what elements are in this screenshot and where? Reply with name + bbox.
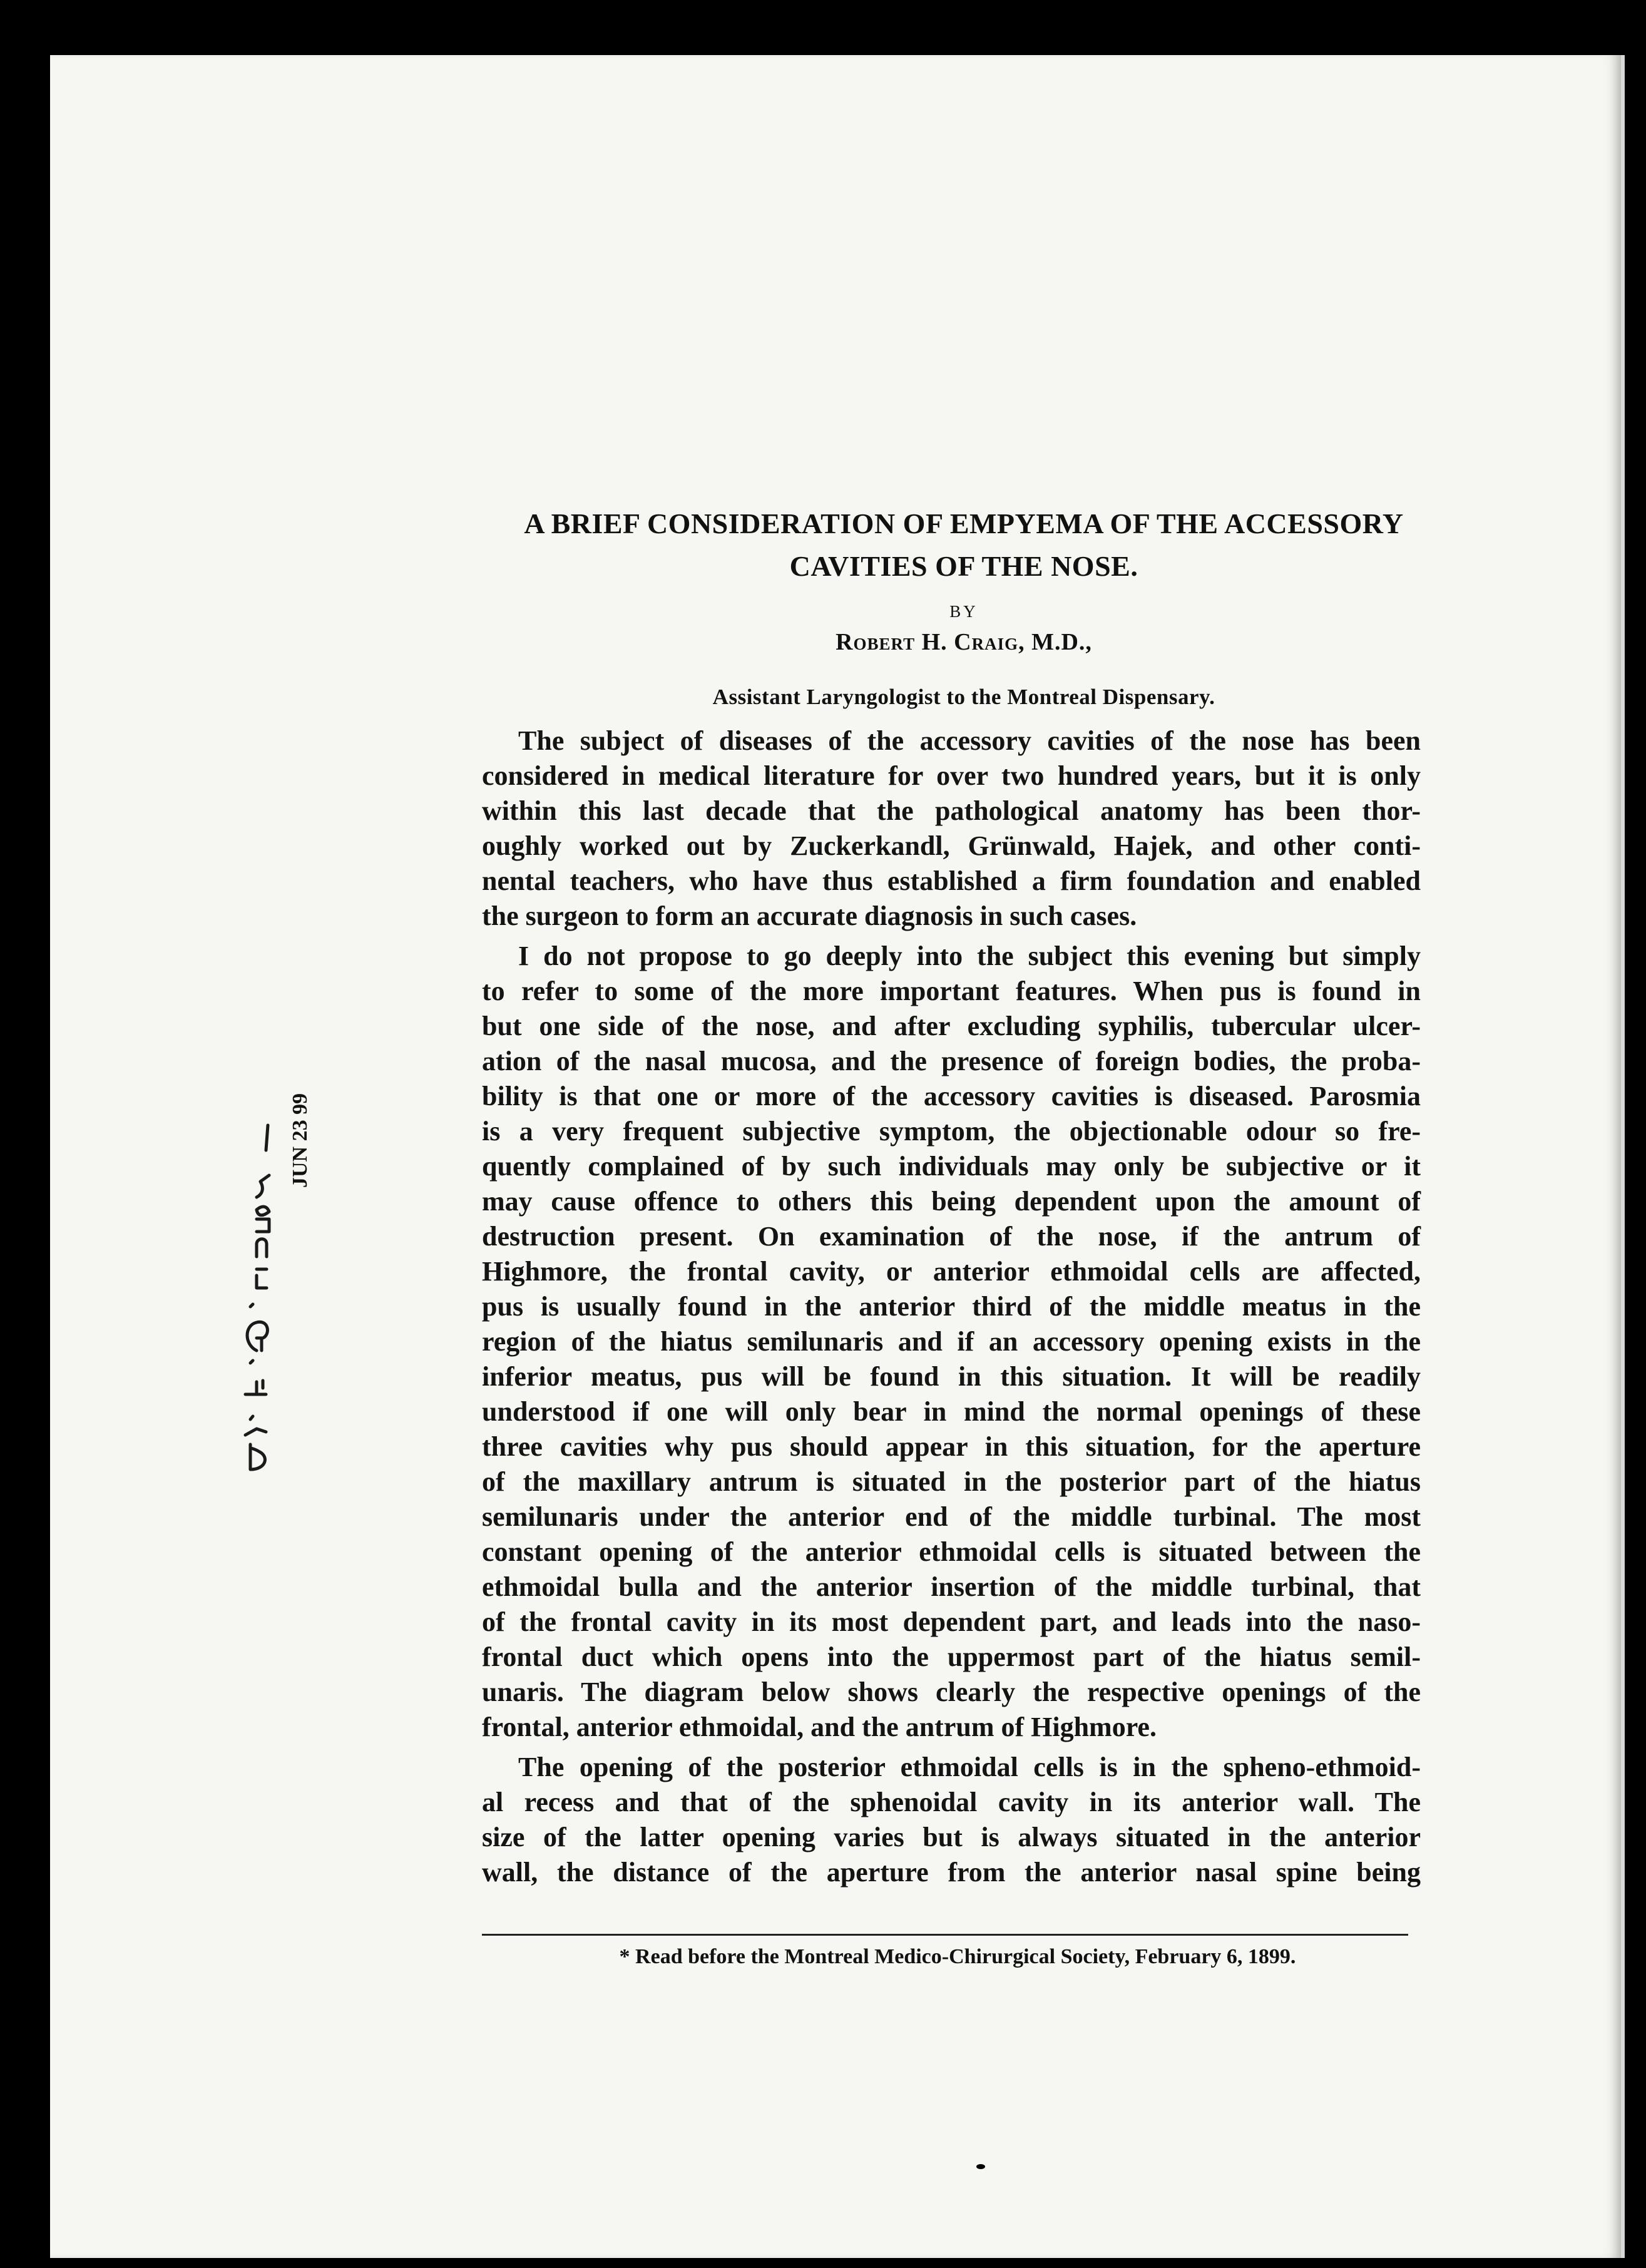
body-line: understood if one will only bear in mind the normal openings of these bbox=[482, 1396, 1421, 1427]
body-line: frontal duct which opens into the uppermost part of the hiatus semil- bbox=[482, 1642, 1421, 1672]
author-name: Robert H. Craig, M.D., bbox=[836, 629, 1092, 655]
footnote-divider bbox=[482, 1934, 1408, 1936]
body-line: I do not propose to go deeply into the subject this evening but simply bbox=[518, 941, 1421, 971]
body-line: pus is usually found in the anterior third of the middle meatus in the bbox=[482, 1291, 1421, 1322]
body-line: of the maxillary antrum is situated in the posterior part of the hiatus bbox=[482, 1466, 1421, 1497]
body-line: considered in medical literature for over two hundred years, but it is only bbox=[482, 760, 1421, 791]
body-line: inferior meatus, pus will be found in this situation. It will be readily bbox=[482, 1361, 1421, 1392]
body-line: within this last decade that the pathological anatomy has been thor- bbox=[482, 795, 1421, 826]
body-line: constant opening of the anterior ethmoidal cells is situated between the bbox=[482, 1536, 1421, 1567]
body-line: to refer to some of the more important features. When pus is found in bbox=[482, 976, 1421, 1006]
body-line: Highmore, the frontal cavity, or anterior ethmoidal cells are affected, bbox=[482, 1256, 1421, 1287]
body-line: unaris. The diagram below shows clearly the respective openings of the bbox=[482, 1677, 1421, 1707]
body-line: The opening of the posterior ethmoidal cells is in the spheno-ethmoid- bbox=[518, 1752, 1421, 1782]
body-line: quently complained of by such individuals may only be subjective or it bbox=[482, 1151, 1421, 1182]
footnote: * Read before the Montreal Medico-Chirurgical Society, February 6, 1899. bbox=[619, 1945, 1296, 1968]
paper-sheet bbox=[50, 55, 1625, 2258]
body-line: of the frontal cavity in its most dependent part, and leads into the naso- bbox=[482, 1606, 1421, 1637]
body-line: wall, the distance of the aperture from the anterior nasal spine being bbox=[482, 1857, 1421, 1887]
body-line: semilunaris under the anterior end of the middle turbinal. The most bbox=[482, 1501, 1421, 1532]
handwritten-margin-note bbox=[232, 1069, 344, 1482]
body-line: is a very frequent subjective symptom, the objectionable odour so fre- bbox=[482, 1116, 1421, 1147]
article-title-line-2: CAVITIES OF THE NOSE. bbox=[789, 550, 1138, 582]
author-affiliation: Assistant Laryngologist to the Montreal Dispensary. bbox=[712, 685, 1215, 709]
scan-speck bbox=[976, 2164, 985, 2169]
body-line: ation of the nasal mucosa, and the presence of foreign bodies, the proba- bbox=[482, 1046, 1421, 1076]
body-line: The subject of diseases of the accessory cavities of the nose has been bbox=[518, 725, 1421, 756]
body-line: oughly worked out by Zuckerkandl, Grünwald, Hajek, and other conti- bbox=[482, 830, 1421, 861]
svg-text:JUN 23 99: JUN 23 99 bbox=[289, 1093, 312, 1188]
body-line: al recess and that of the sphenoidal cavity in its anterior wall. The bbox=[482, 1787, 1421, 1817]
body-line: size of the latter opening varies but is always situated in the anterior bbox=[482, 1822, 1421, 1852]
body-line: destruction present. On examination of the nose, if the antrum of bbox=[482, 1221, 1421, 1252]
body-line: nental teachers, who have thus established a firm foundation and enabled bbox=[482, 866, 1421, 896]
body-line: frontal, anterior ethmoidal, and the antrum of Highmore. bbox=[482, 1712, 1157, 1742]
scan-speck bbox=[576, 33, 582, 41]
body-line: ethmoidal bulla and the anterior insertion of the middle turbinal, that bbox=[482, 1571, 1421, 1602]
body-line: region of the hiatus semilunaris and if an accessory opening exists in the bbox=[482, 1326, 1421, 1357]
body-line: the surgeon to form an accurate diagnosis in such cases. bbox=[482, 901, 1137, 931]
body-line: may cause offence to others this being dependent upon the amount of bbox=[482, 1186, 1421, 1217]
body-line: three cavities why pus should appear in this situation, for the aperture bbox=[482, 1431, 1421, 1462]
by-line: BY bbox=[949, 602, 978, 621]
article-title-line-1: A BRIEF CONSIDERATION OF EMPYEMA OF THE ACCESSORY bbox=[524, 508, 1404, 539]
body-line: but one side of the nose, and after excluding syphilis, tubercular ulcer- bbox=[482, 1011, 1421, 1041]
body-line: bility is that one or more of the accessory cavities is diseased. Parosmia bbox=[482, 1081, 1421, 1111]
